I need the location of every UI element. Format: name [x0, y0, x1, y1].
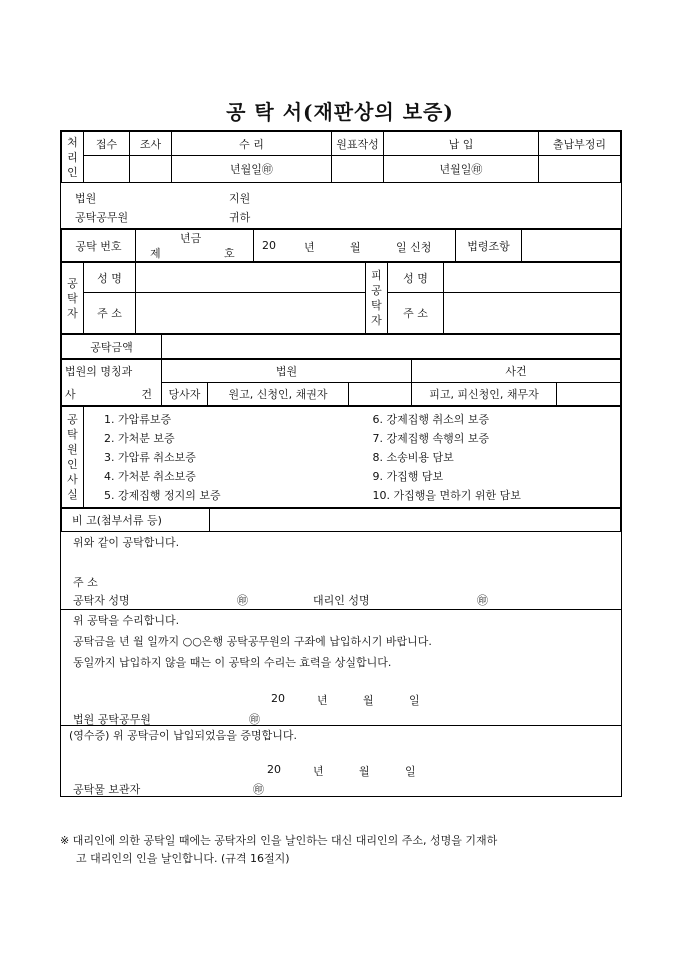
year-prefix: 20	[262, 239, 276, 252]
accept-line2: 공탁금을 년 월 일까지 ○○은행 공탁공무원의 구좌에 납입하시기 바랍니다.	[73, 635, 432, 648]
handling-table	[61, 131, 621, 183]
law-cell[interactable]	[522, 230, 621, 262]
receipt-block	[61, 726, 621, 796]
accept-line1: 위 공탁을 수리합니다.	[73, 614, 180, 627]
declare-depositor: 공탁자 성명	[73, 594, 130, 607]
depositor-name-label: 성 명	[84, 263, 136, 293]
receipt-day-unit: 일	[405, 765, 416, 778]
case-label-bottom	[62, 383, 162, 406]
defendant-label: 피공탁자	[366, 263, 388, 334]
deposit-form	[60, 130, 622, 797]
reason-item[interactable]: 8. 소송비용 담보	[372, 451, 454, 464]
remarks-cell[interactable]	[210, 509, 621, 532]
court-name-label[interactable]: 법원	[162, 360, 412, 383]
year-unit: 년	[304, 241, 315, 254]
accept-line3: 동일까지 납입하지 않을 때는 이 공탁의 수리는 효력을 상실합니다.	[73, 656, 392, 669]
defendant-party-label: 피고, 피신청인, 채무자	[412, 383, 557, 406]
declare-agent: 대리인 성명	[313, 594, 370, 607]
keeper-seal-icon: ㊞	[253, 783, 264, 796]
defendant-address-label: 주 소	[388, 293, 444, 334]
receipt-month-unit: 월	[359, 765, 370, 778]
depositor-name-cell[interactable]	[136, 263, 366, 293]
year-label: 년금	[180, 232, 202, 245]
amount-cell[interactable]	[162, 335, 621, 359]
declare-text: 위와 같이 공탁합니다.	[73, 536, 180, 549]
law-label: 법령조항	[456, 230, 522, 262]
case-label-geon: 건	[141, 387, 152, 401]
remarks-table	[61, 508, 621, 532]
case-label-top: 법원의 명칭과	[62, 360, 162, 383]
party-label: 당사자	[162, 383, 208, 406]
declare-address: 주 소	[73, 576, 98, 589]
officer-label: 공탁공무원	[75, 211, 129, 224]
reason-item[interactable]: 9. 가집행 담보	[372, 470, 444, 483]
receipt-line1: (영수증) 위 공탁금이 납입되었음을 증명합니다.	[69, 729, 297, 742]
acceptance-block	[61, 610, 621, 726]
depositor-address-label: 주 소	[84, 293, 136, 334]
case-label-sa: 사	[65, 387, 76, 401]
ho-label: 호	[224, 247, 235, 260]
reasons-table	[61, 406, 621, 508]
case-table	[61, 359, 621, 406]
arrange-cell[interactable]	[539, 156, 621, 183]
defendant-name-label: 성 명	[388, 263, 444, 293]
branch-label: 지원	[229, 192, 251, 205]
amount-label: 공탁금액	[62, 335, 162, 359]
plaintiff-label: 원고, 신청인, 채권자	[208, 383, 349, 406]
pay-date-seal: 년월일㊞	[384, 156, 539, 183]
defendant-party-cell[interactable]	[557, 383, 621, 406]
receipt-keeper: 공탁물 보관자	[73, 783, 141, 796]
officer-seal-icon: ㊞	[249, 713, 260, 726]
je-label: 제	[150, 247, 161, 260]
request-date-cell[interactable]	[254, 230, 456, 262]
accept-year-prefix: 20	[271, 692, 285, 705]
plaintiff-cell[interactable]	[349, 383, 412, 406]
remarks-label: 비 고(첨부서류 등)	[62, 509, 210, 532]
ledger-cell[interactable]	[332, 156, 384, 183]
defendant-address-cell[interactable]	[444, 293, 621, 334]
reason-item[interactable]: 5. 강제집행 정지의 보증	[104, 489, 221, 502]
pay-header: 납 입	[384, 132, 539, 156]
depositor-address-cell[interactable]	[136, 293, 366, 334]
honorific-label: 귀하	[229, 211, 251, 224]
receipt-year-unit: 년	[313, 765, 324, 778]
court-label: 법원	[75, 192, 97, 205]
court-block	[61, 183, 621, 229]
footnote-line1: ※ 대리인에 의한 공탁일 때에는 공탁자의 인을 날인하는 대신 대리인의 주소, 성명을 기재하	[60, 834, 498, 847]
footnote-line2: 고 대리인의 인을 날인합니다. (규격 16절지)	[76, 852, 290, 865]
number-label: 공탁 번호	[62, 230, 136, 262]
reason-item[interactable]: 10. 가집행을 면하기 위한 담보	[372, 489, 521, 502]
reason-item[interactable]: 6. 강제집행 취소의 보증	[372, 413, 490, 426]
accept-year-unit: 년	[317, 694, 328, 707]
reasons-list	[104, 407, 617, 507]
receipt-header: 접수	[84, 132, 130, 156]
handling-label: 처리인	[62, 132, 84, 183]
number-cell[interactable]	[136, 230, 254, 262]
receipt-year-prefix: 20	[267, 763, 281, 776]
depositor-label: 공탁자	[62, 263, 84, 334]
accept-month-unit: 월	[363, 694, 374, 707]
accept-header: 수 리	[172, 132, 332, 156]
amount-table	[61, 334, 621, 359]
arrange-header: 출납부정리	[539, 132, 621, 156]
page-title: 공 탁 서(재판상의 보증)	[226, 100, 454, 124]
reason-item[interactable]: 1. 가압류보증	[104, 413, 172, 426]
depositor-seal-icon: ㊞	[237, 594, 248, 607]
accept-date-seal: 년월일㊞	[172, 156, 332, 183]
reason-item[interactable]: 2. 가처분 보증	[104, 432, 175, 445]
month-unit: 월	[350, 241, 361, 254]
ledger-header: 원표작성	[332, 132, 384, 156]
reason-item[interactable]: 7. 강제집행 속행의 보증	[372, 432, 490, 445]
reasons-cell	[84, 407, 621, 508]
case-name-label[interactable]: 사건	[412, 360, 621, 383]
defendant-name-cell[interactable]	[444, 263, 621, 293]
party-table	[61, 262, 621, 334]
reasons-label: 공탁원인사실	[62, 407, 84, 508]
inspect-header: 조사	[130, 132, 172, 156]
footnote	[60, 832, 626, 868]
reason-item[interactable]: 4. 가처분 취소보증	[104, 470, 196, 483]
accept-officer: 법원 공탁공무원	[73, 713, 151, 726]
number-table	[61, 229, 621, 262]
receipt-cell[interactable]	[84, 156, 130, 183]
accept-day-unit: 일	[409, 694, 420, 707]
reason-item[interactable]: 3. 가압류 취소보증	[104, 451, 196, 464]
agent-seal-icon: ㊞	[477, 594, 488, 607]
declaration-block	[61, 532, 621, 610]
inspect-cell[interactable]	[130, 156, 172, 183]
day-request-unit: 일 신청	[396, 241, 432, 254]
